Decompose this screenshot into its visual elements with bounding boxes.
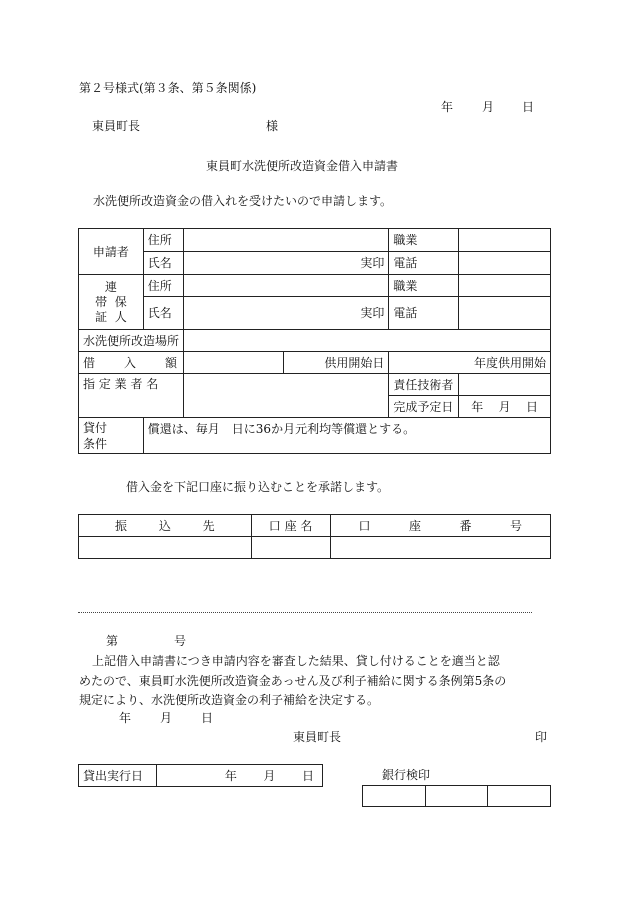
execution-date [161,769,318,783]
guarantor-char-4: 証 [95,309,108,324]
guarantor-phone-label: 電話 [389,297,459,330]
application-table [78,228,551,454]
applicant-name-label: 氏名 [143,252,183,275]
execution-month: 月 [263,768,276,783]
account-name-label: 口 座 名 [251,515,330,537]
account-number-label [330,515,550,537]
decision-number-prefix: 第 [106,634,119,648]
guarantor-address-field[interactable] [184,275,389,297]
date-day: 日 [522,100,535,114]
bank-seal-box-2[interactable] [425,786,488,807]
completion-date-field[interactable] [459,396,551,418]
engineer-label: 責任技術者 [389,374,459,396]
dest-char-1: 振 [115,518,128,533]
applicant-phone-label: 電話 [389,252,459,275]
dest-char-3: 先 [202,518,215,533]
decision-mayor: 東員町長 [293,730,342,744]
decision-body-line1: 上記借入申請書につき申請内容を審査した結果、貸し付けることを適当と認 [92,654,500,668]
guarantor-phone-field[interactable] [459,297,551,330]
form-number: 第２号様式(第３条、第５条関係) [79,81,257,95]
bank-seal-box-3[interactable] [488,786,551,807]
loan-amount-char-2: 入 [124,355,137,370]
execution-date-label: 貸出実行日 [79,765,157,787]
applicant-seal-label[interactable]: 実印 [184,252,389,275]
decision-year: 年 [119,711,132,725]
addressee: 東員町長 [92,119,141,133]
date-year: 年 [441,100,454,114]
cut-line [78,612,532,613]
guarantor-label [79,275,144,330]
consent-text: 借入金を下記口座に振り込むことを承諾します。 [126,480,390,494]
transfer-destination-label [79,515,252,537]
acct-char-4: 号 [509,518,522,533]
completion-month: 月 [498,399,511,414]
dest-char-2: 込 [158,518,171,533]
execution-date-table [78,764,323,787]
engineer-field[interactable] [459,374,551,396]
loan-terms-line2: 条件 [83,436,108,451]
loan-amount-char-1: 借 [83,355,96,370]
bank-account-table [78,514,551,559]
applicant-label: 申請者 [79,229,144,275]
completion-date [463,400,546,414]
date-month: 月 [482,100,495,114]
contractor-label: 指 定 業 者 名 [79,374,184,418]
transfer-destination-field[interactable] [79,537,252,559]
execution-day: 日 [301,768,314,783]
account-name-field[interactable] [251,537,330,559]
bank-seal-boxes [362,785,551,807]
guarantor-char-1: 連 [104,279,117,294]
completion-label: 完成予定日 [389,396,459,418]
loan-terms-line1: 貸付 [83,420,108,435]
account-number-field[interactable] [330,537,550,559]
contractor-field[interactable] [184,374,389,418]
guarantor-name-label: 氏名 [143,297,183,330]
guarantor-chars-row2 [79,295,143,310]
applicant-occupation-field[interactable] [459,229,551,252]
loan-terms-label [79,418,144,454]
guarantor-occupation-field[interactable] [459,275,551,297]
loan-amount-field[interactable] [184,352,284,374]
guarantor-occupation-label: 職業 [389,275,459,297]
decision-body-line2: めたので、東員町水洗便所改造資金あっせん及び利子補給に関する条例第5条の [79,674,507,688]
guarantor-char-2: 帯 [95,294,108,309]
decision-day: 日 [201,711,214,725]
guarantor-address-label: 住所 [143,275,183,297]
decision-seal: 印 [535,730,548,744]
intro-text: 水洗便所改造資金の借入れを受けたいので申請します。 [93,194,393,208]
account-number-chars [335,519,546,533]
loan-amount-label [79,352,184,374]
bank-seal-box-1[interactable] [363,786,426,807]
page-title: 東員町水洗便所改造資金借入申請書 [206,159,399,173]
applicant-address-field[interactable] [184,229,389,252]
applicant-occupation-label: 職業 [389,229,459,252]
repayment-terms: 償還は、毎月 日に36か月元利均等償還とする。 [143,418,550,454]
acct-char-3: 番 [459,518,472,533]
loan-amount-char-3: 額 [165,355,178,370]
execution-year: 年 [224,768,237,783]
completion-year: 年 [471,399,484,414]
fiscal-use-start-field[interactable]: 年度供用開始 [389,352,551,374]
location-field[interactable] [184,330,551,352]
loan-amount-chars [83,356,179,370]
completion-day: 日 [525,399,538,414]
guarantor-char-5: 人 [114,309,127,324]
guarantor-char-3: 保 [114,294,127,309]
decision-body-line3: 規定により、水洗便所改造資金の利子補給を決定する。 [79,693,380,707]
bank-seal-label: 銀行検印 [382,768,431,782]
transfer-destination-chars [83,519,247,533]
acct-char-1: 口 [358,518,371,533]
use-start-label: 供用開始日 [284,352,389,374]
execution-date-field[interactable] [156,765,322,787]
applicant-phone-field[interactable] [459,252,551,275]
decision-number-suffix: 号 [174,634,187,648]
guarantor-seal-label[interactable]: 実印 [184,297,389,330]
honorific: 様 [266,119,279,133]
guarantor-chars-row3 [79,310,143,325]
location-label: 水洗便所改造場所 [79,330,184,352]
decision-month: 月 [160,711,173,725]
acct-char-2: 座 [409,518,422,533]
applicant-address-label: 住所 [143,229,183,252]
